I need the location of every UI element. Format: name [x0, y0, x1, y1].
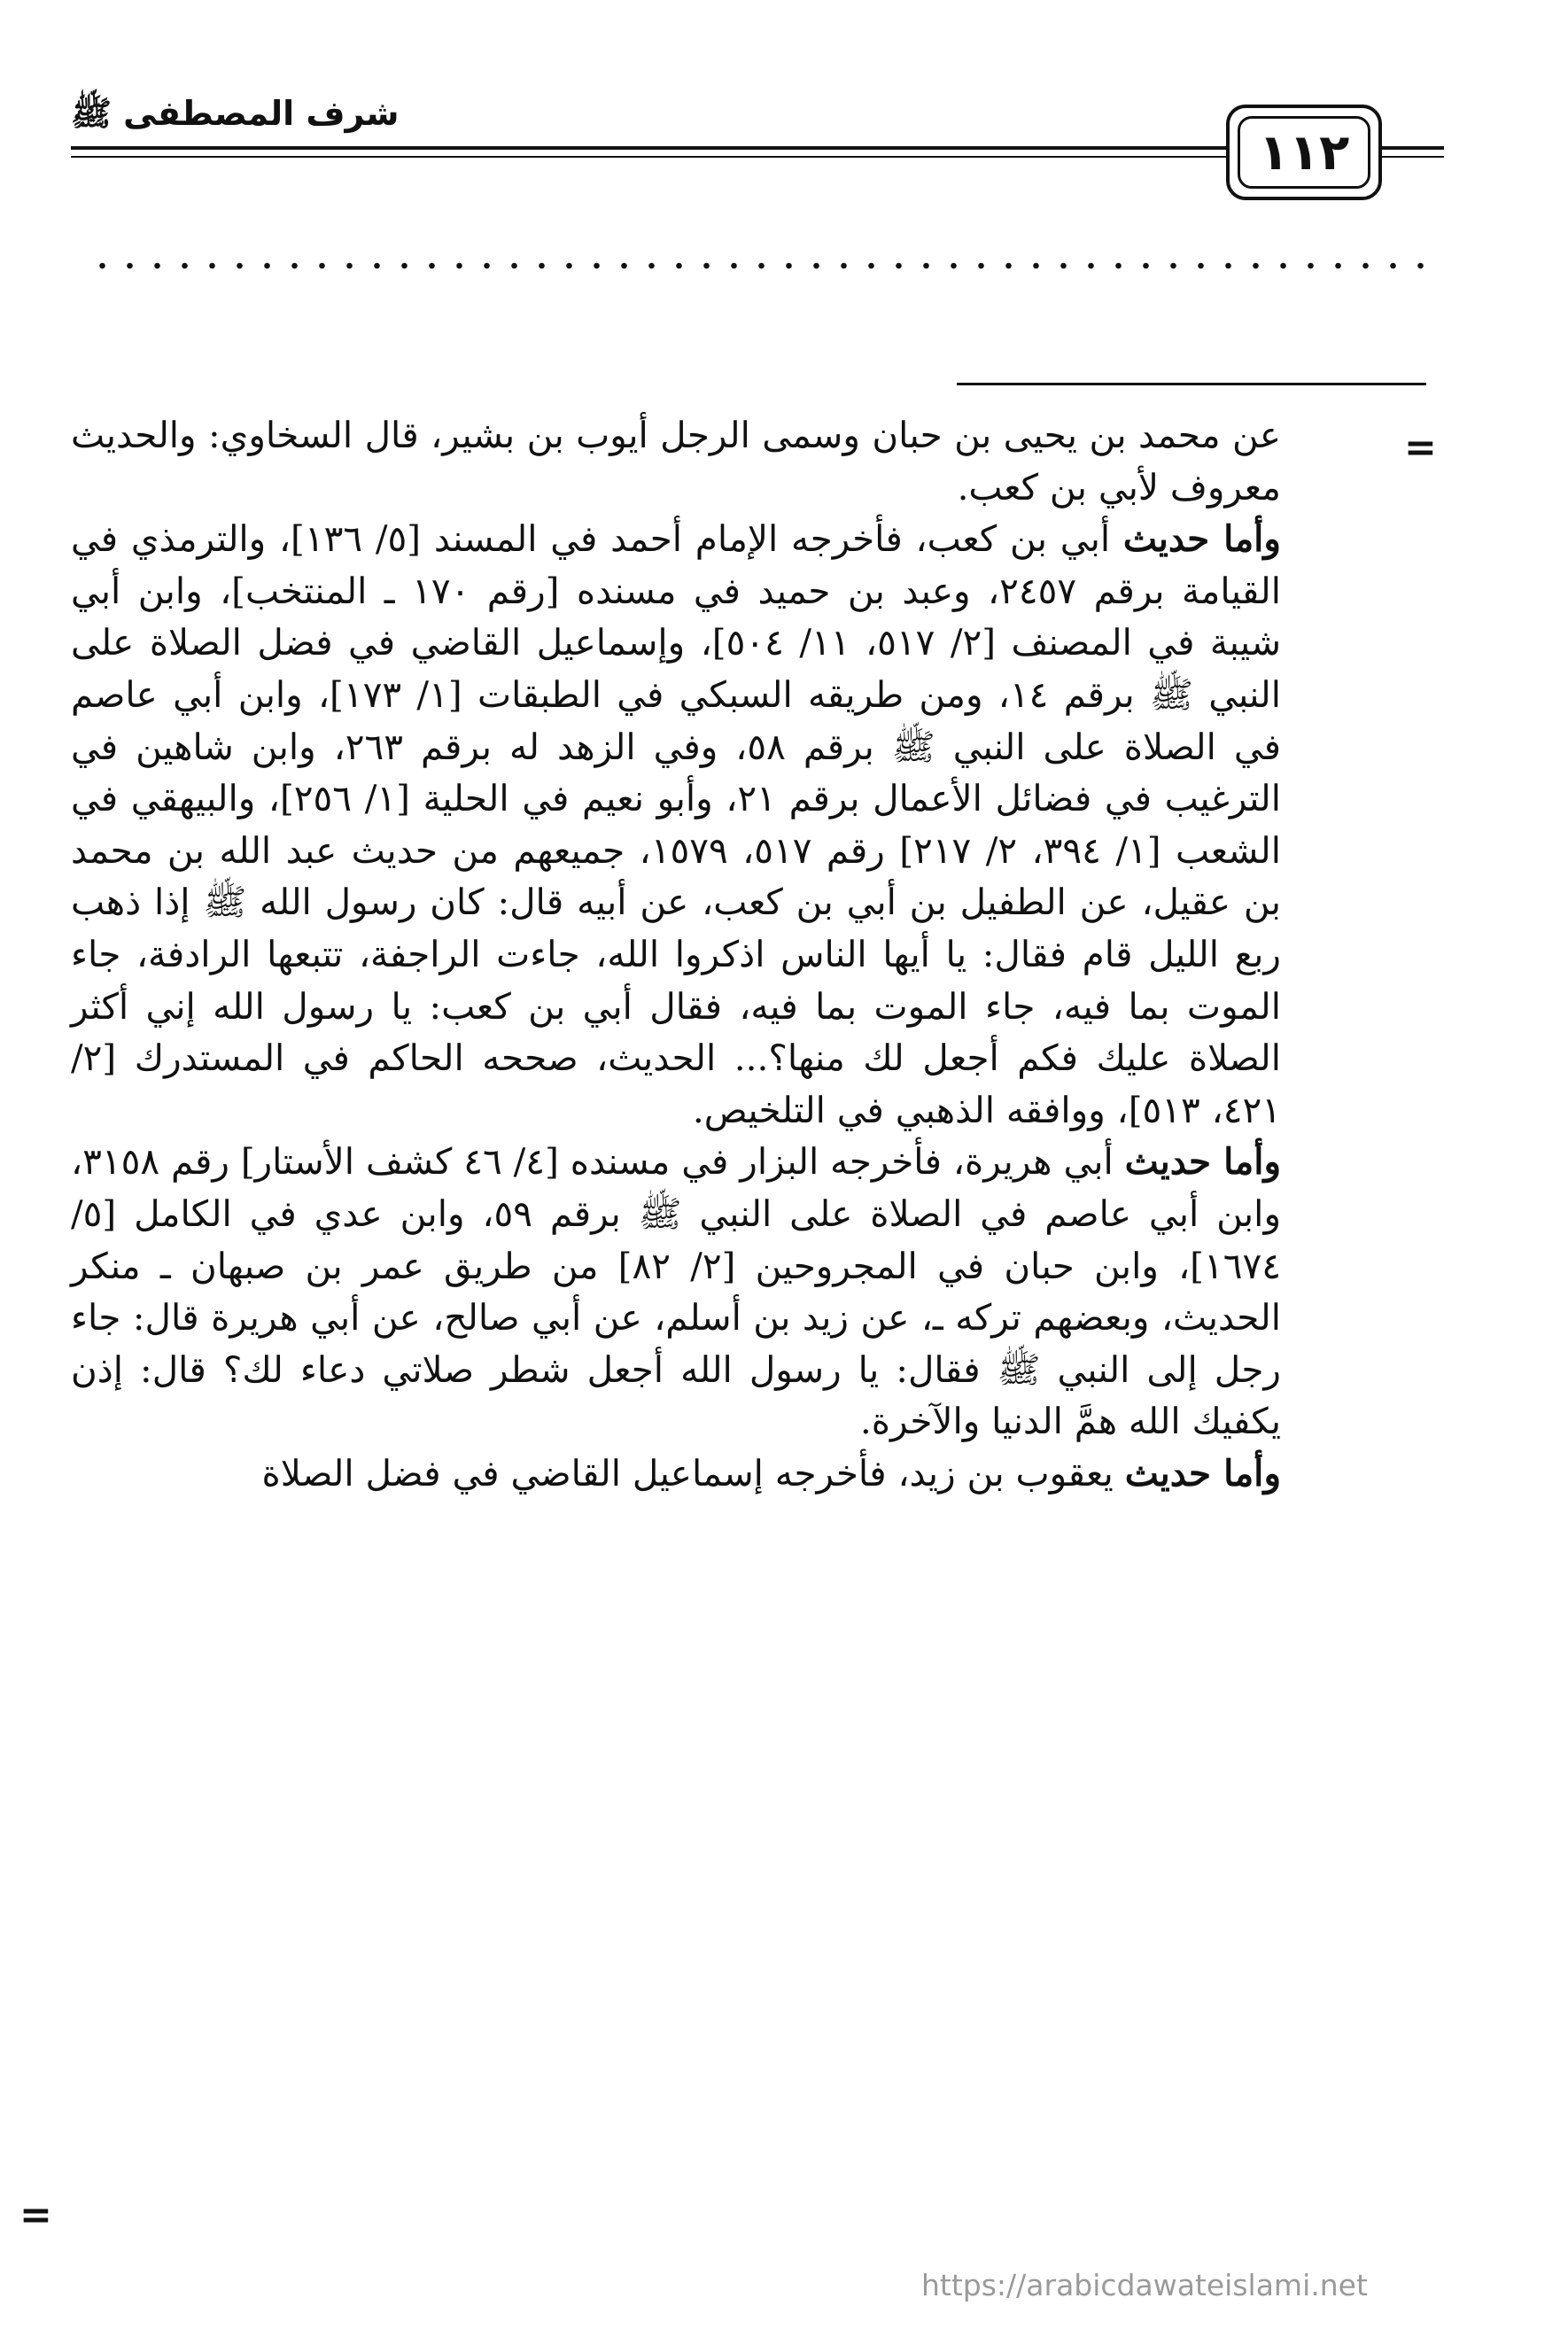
paragraph-text: أبي بن كعب، فأخرجه الإمام أحمد في المسند [٥/ ١٣٦]، والترمذي في القيامة برقم ٢٤٥٧، وعبد بن حميد في مسنده [رقم ١٧٠ ـ المنتخب]، وابن أبي شيبة في المصنف [٢/ ٥١٧، ١١/ ٥٠٤]، وإسماعيل القاضي في فضل الصلاة على النبي ﷺ برقم ١٤، ومن طريقه السبكي في الطبقات [١/ ١٧٣]، وابن أبي عاصم في الصلاة على النبي ﷺ برقم ٥٨، وفي الزهد له برقم ٢٦٣، وابن شاهين في الترغيب في فضائل الأعمال برقم ٢١، وأبو نعيم في الحلية [١/ ٢٥٦]، والبيهقي في الشعب [١/ ٣٩٤، ٢/ ٢١٧] رقم ٥١٧، ١٥٧٩، جميعهم من حديث عبد الله بن محمد بن عقيل، عن الطفيل بن أبي بن كعب، عن أبيه قال: كان رسول الله ﷺ إذا ذهب ربع الليل قام فقال: يا أيها الناس اذكروا الله، جاءت الراجفة، تتبعها الرادفة، جاء الموت بما فيه، جاء الموت بما فيه، فقال أبي بن كعب: يا رسول الله إني أكثر الصلاة عليك فكم أجعل لك منها؟... الحديث، صححه الحاكم في المستدرك [٢/ ٤٢١، ٥١٣]، ووافقه الذهبي في التلخيص. — [71, 517, 1282, 1131]
header-rule-thick — [71, 146, 1227, 150]
footnote-rule — [957, 383, 1426, 385]
paragraph-1 — [71, 409, 1281, 513]
header-rule-thin — [71, 156, 1227, 158]
running-header-title: شرف المصطفى ﷺ — [71, 94, 400, 133]
paragraph-2 — [71, 513, 1281, 1136]
paragraph-lead: وأما حديث — [1124, 1140, 1282, 1184]
header-rule-right-thin — [1382, 156, 1444, 158]
paragraph-text: أبي هريرة، فأخرجه البزار في مسنده [٤/ ٤٦ كشف الأستار] رقم ٣١٥٨، وابن أبي عاصم في الصلاة على النبي ﷺ برقم ٥٩، وابن عدي في الكامل [٥/ ١٦٧٤]، وابن حبان في المجروحين [٢/ ٨٢] من طريق عمر بن صبهان ـ منكر الحديث، وبعضهم تركه ـ، عن زيد بن أسلم، عن أبي صالح، عن أبي هريرة قال: جاء رجل إلى النبي ﷺ فقال: يا رسول الله أجعل شطر صلاتي دعاء لك؟ قال: إذن يكفيك الله همَّ الدنيا والآخرة. — [71, 1140, 1281, 1443]
continuation-mark-top: = — [1404, 425, 1437, 470]
footnote-body — [71, 409, 1281, 1499]
dotted-separator — [89, 255, 1426, 276]
paragraph-text: عن محمد بن يحيى بن حبان وسمى الرجل أيوب بن بشير، قال السخاوي: والحديث معروف لأبي بن كعب. — [71, 414, 1281, 509]
paragraph-3 — [71, 1136, 1281, 1448]
continuation-mark-bottom: = — [19, 2193, 52, 2238]
header-rule-right-thick — [1382, 146, 1444, 150]
watermark-url: https://arabicdawateislami.net — [921, 2268, 1368, 2302]
paragraph-text: يعقوب بن زيد، فأخرجه إسماعيل القاضي في فضل الصلاة — [261, 1451, 1125, 1495]
paragraph-lead: وأما حديث — [1122, 517, 1281, 561]
paragraph-4 — [71, 1448, 1281, 1500]
paragraph-lead: وأما حديث — [1124, 1451, 1281, 1495]
page-number: ١١٢ — [1238, 116, 1370, 189]
page-number-frame — [1226, 105, 1382, 200]
